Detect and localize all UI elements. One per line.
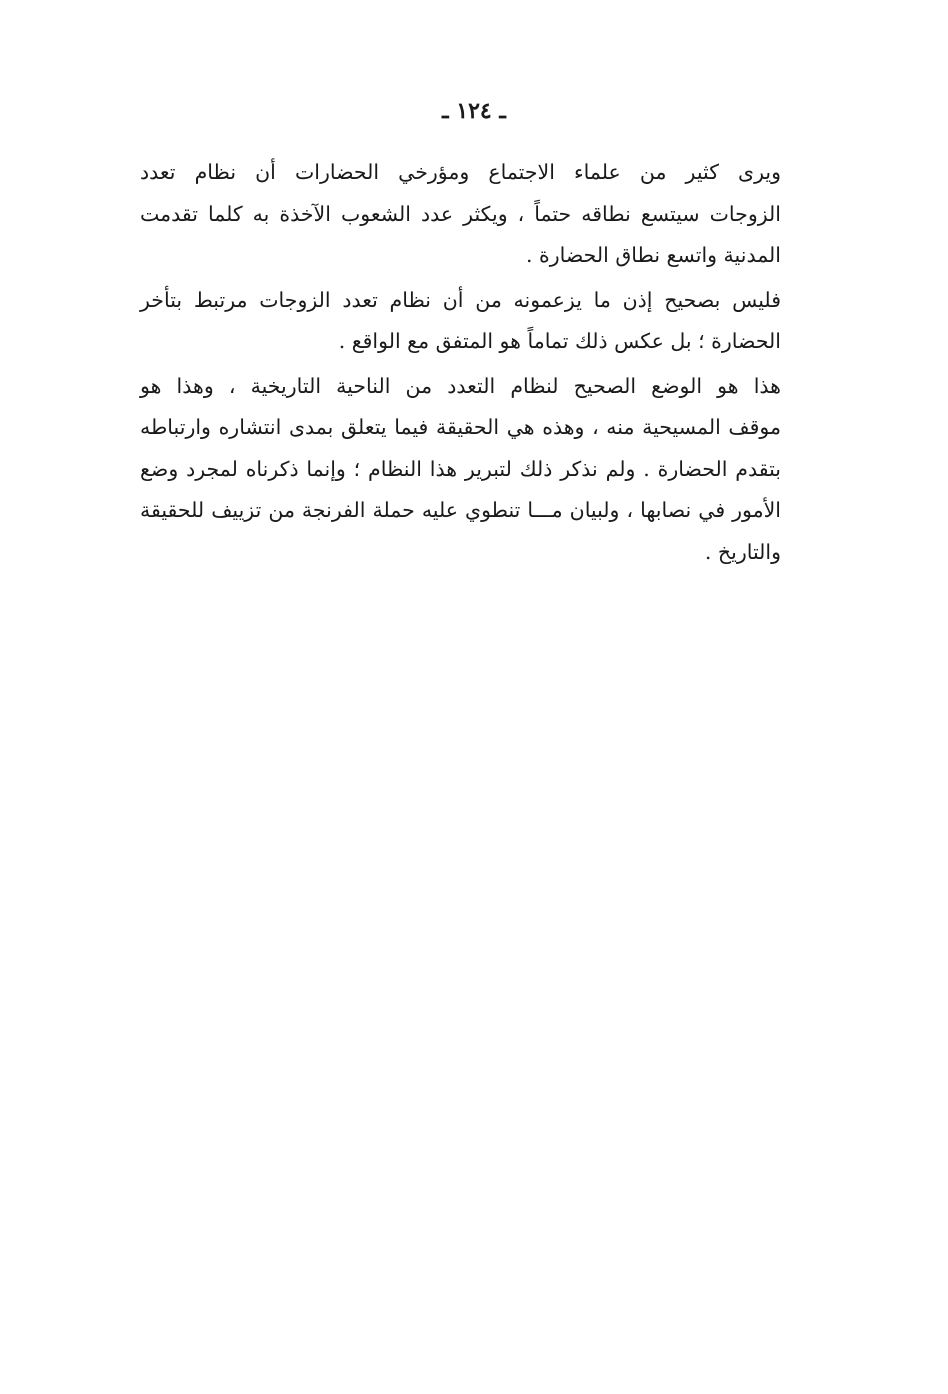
body-text — [140, 152, 815, 576]
paragraph-2 — [140, 280, 815, 363]
text-line: الأمور في نصابها ، ولبيان مـــا تنطوي عليه حملة الفرنجة من تزييف للحقيقة — [140, 498, 781, 522]
text-line: والتاريخ . — [704, 539, 781, 564]
text-line: الحضارة ؛ بل عكس ذلك تماماً هو المتفق مع الواقع . — [338, 329, 781, 353]
text-line: ويرى كثير من علماء الاجتماع ومؤرخي الحضارات أن نظام تعدد — [140, 160, 781, 184]
text-line: موقف المسيحية منه ، وهذه هي الحقيقة فيما يتعلق بمدى انتشاره وارتباطه — [140, 415, 781, 439]
text-line: بتقدم الحضارة . ولم نذكر ذلك لتبرير هذا النظام ؛ وإنما ذكرناه لمجرد وضع — [140, 456, 781, 481]
text-line: فليس بصحيح إذن ما يزعمونه من أن نظام تعدد الزوجات مرتبط بتأخر — [140, 287, 781, 312]
text-line: الزوجات سيتسع نطاقه حتماً ، ويكثر عدد الشعوب الآخذة به كلما تقدمت — [140, 201, 781, 226]
text-line: المدنية واتسع نطاق الحضارة . — [525, 243, 781, 267]
page-number: ـ ١٢٤ ـ — [442, 98, 506, 124]
paragraph-1 — [140, 152, 815, 277]
text-line: هذا هو الوضع الصحيح لنظام التعدد من الناحية التاريخية ، وهذا هو — [140, 373, 781, 398]
paragraph-3 — [140, 366, 815, 574]
